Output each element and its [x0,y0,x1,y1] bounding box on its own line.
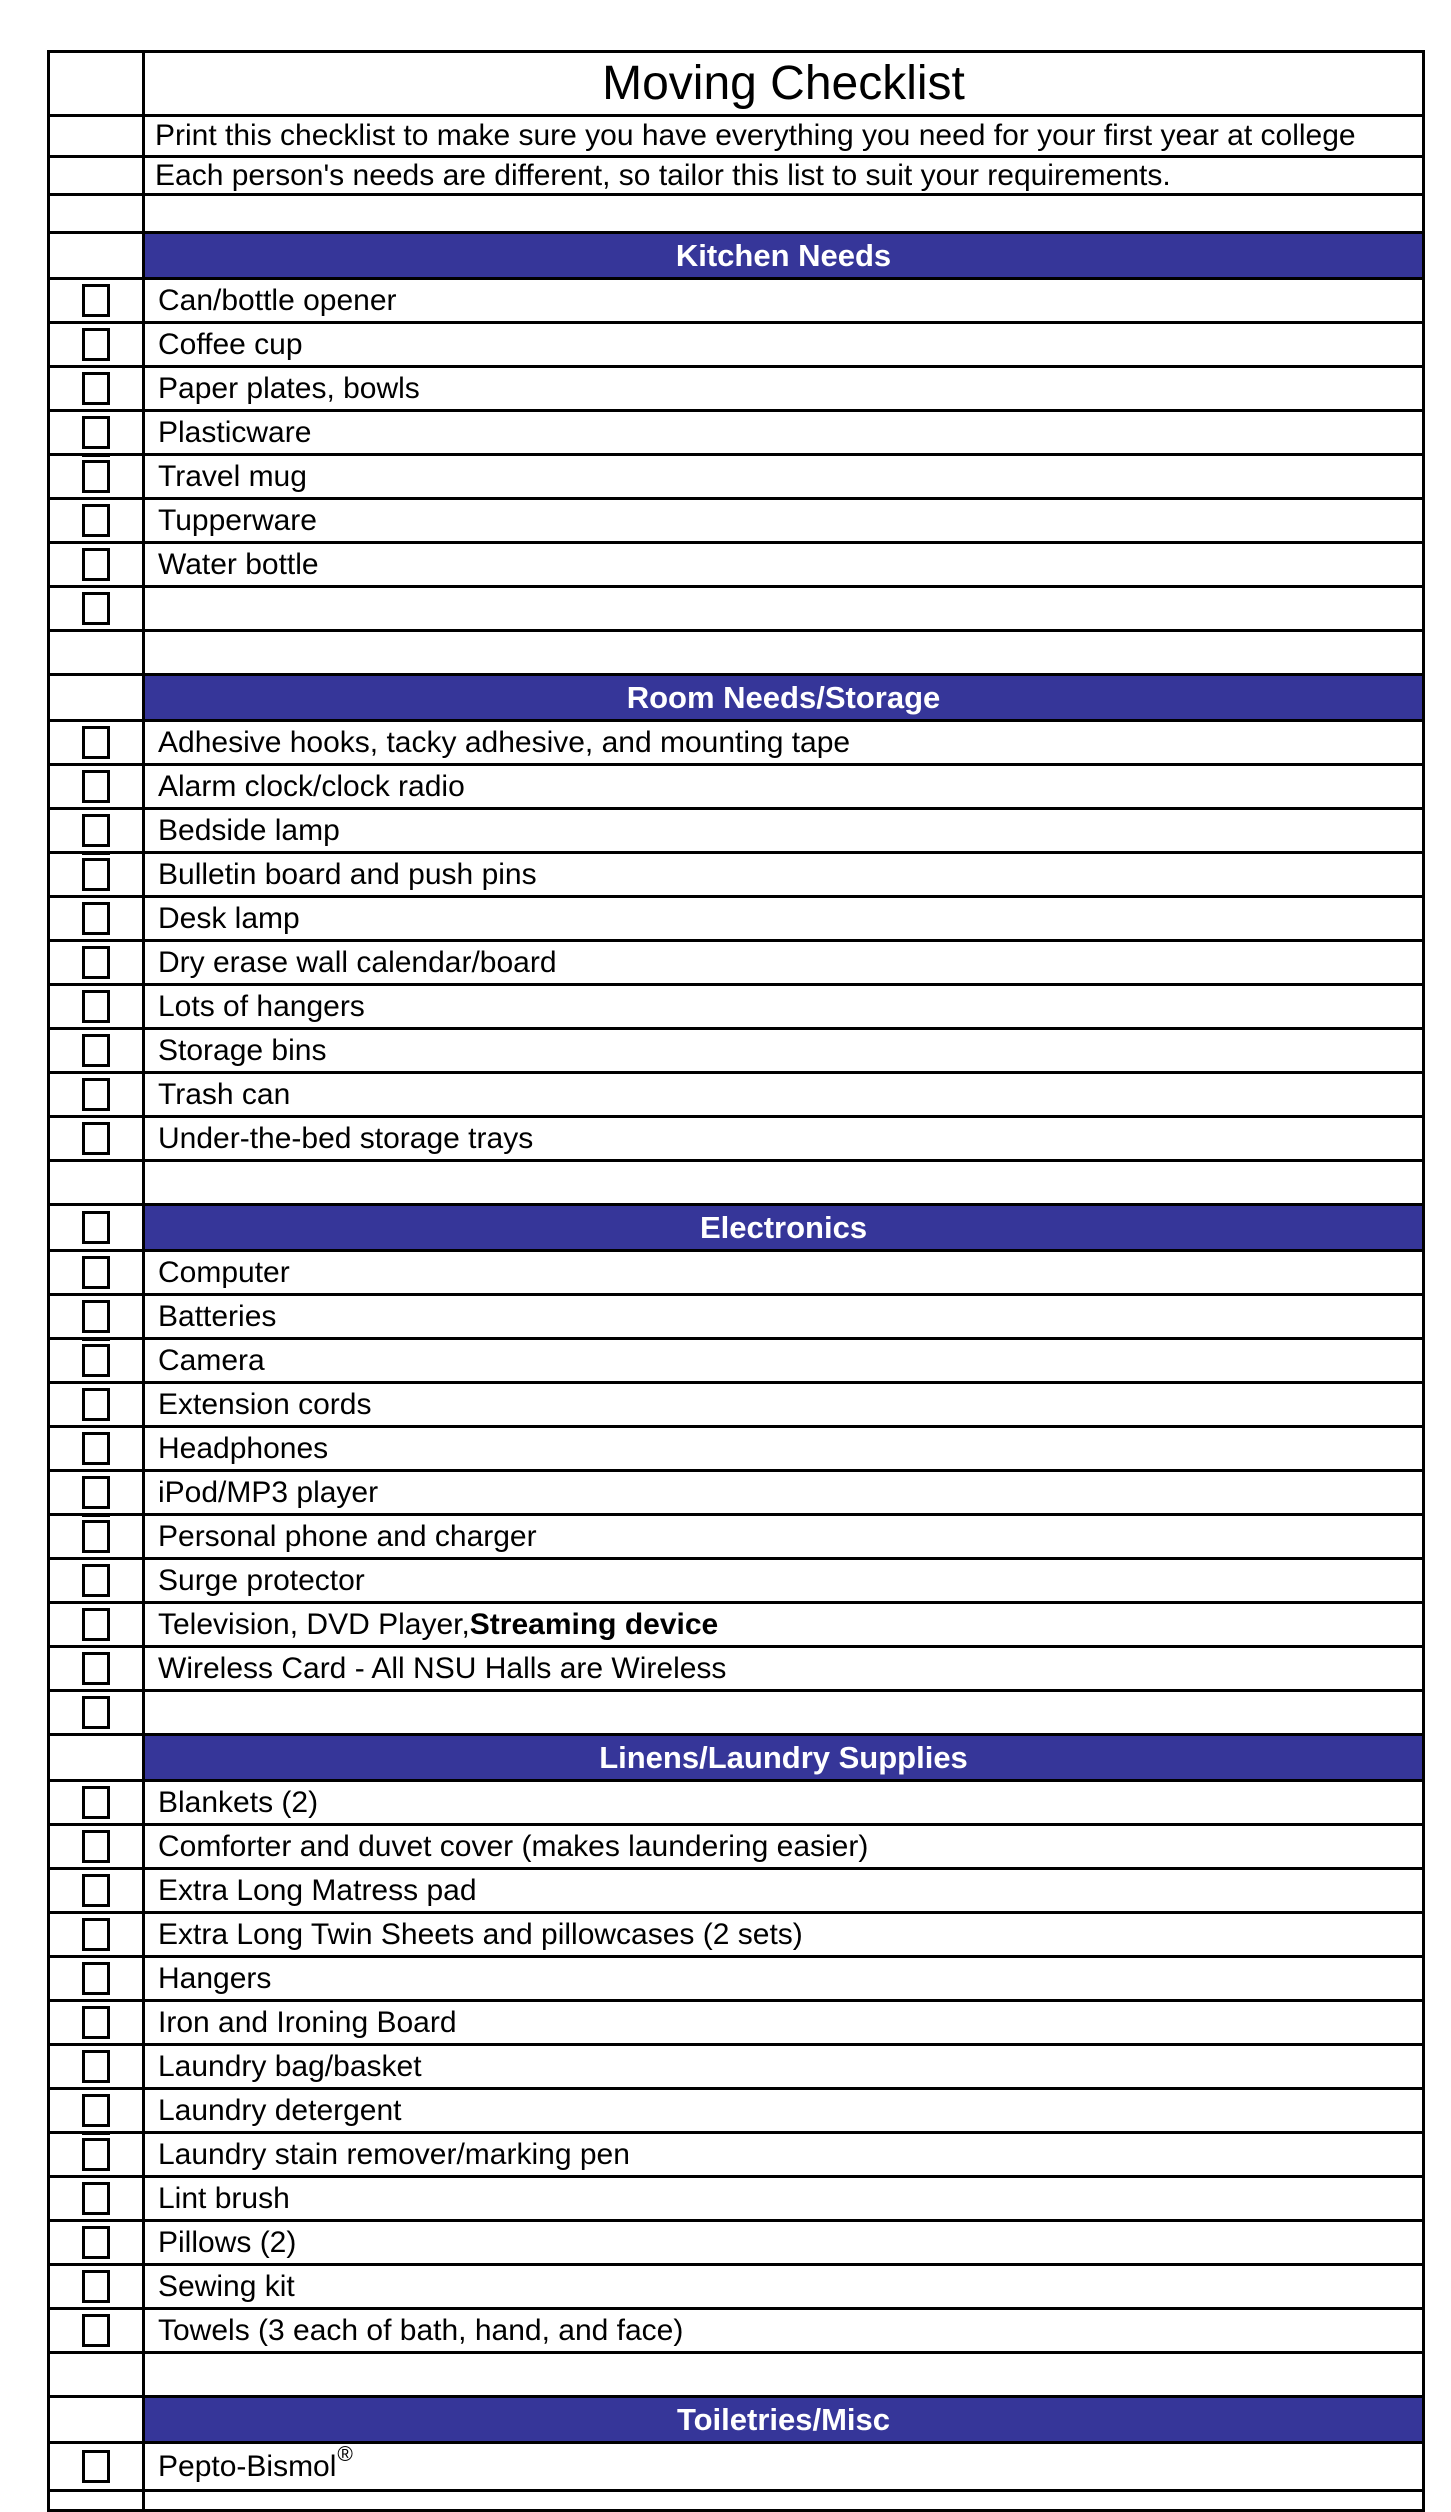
checklist-row-personal-phone-and-charger [50,1516,1422,1560]
checkbox-icon[interactable] [82,1652,110,1685]
item-cell [145,1604,1422,1645]
section-title: Toiletries/Misc [676,2401,891,2437]
checkbox-cell [50,1340,145,1381]
section-header-row-toiletries-misc [50,2398,1422,2444]
item-label: Laundry bag/basket [158,2049,422,2083]
checkbox-cell [50,1692,145,1733]
item-label: Hangers [158,1961,272,1995]
item-cell [145,2266,1422,2307]
checkbox-cell [50,2354,145,2395]
item-label: Extra Long Twin Sheets and pillowcases (2 sets) [158,1917,803,1951]
checklist-row-trash-can [50,1074,1422,1118]
item-label: Batteries [158,1299,277,1333]
checkbox-cell [50,1914,145,1955]
checkbox-icon[interactable] [82,1211,110,1244]
checklist-row-ipod-mp3-player [50,1472,1422,1516]
section-header-cell [145,1736,1422,1779]
checkbox-cell [50,1206,145,1249]
checklist-row-dry-erase-wall-calendar-board [50,942,1422,986]
checkbox-cell [50,324,145,365]
checkbox-cell [50,117,145,155]
item-cell [145,986,1422,1027]
item-cell [145,588,1422,629]
checkbox-icon[interactable] [82,2226,110,2259]
checkbox-icon[interactable] [82,1874,110,1907]
item-cell [145,2310,1422,2351]
item-cell [145,1118,1422,1159]
checklist-row-sewing-kit [50,2266,1422,2310]
intro-row [50,117,1422,158]
item-label: Alarm clock/clock radio [158,769,465,803]
checklist-row-surge-protector [50,1560,1422,1604]
checklist-row-adhesive-hooks-tacky-adhesive-and-mounting-tape [50,722,1422,766]
section-title: Kitchen Needs [675,237,892,273]
page-title: Moving Checklist [602,56,965,110]
checklist-row-water-bottle [50,544,1422,588]
checkbox-icon[interactable] [82,1564,110,1597]
checklist-row-headphones [50,1428,1422,1472]
checkbox-cell [50,2002,145,2043]
item-cell [145,810,1422,851]
checkbox-cell [50,2398,145,2441]
checkbox-icon[interactable] [82,1122,110,1155]
intro-text: Print this checklist to make sure you have everything you need for your first year at college [155,119,1356,152]
checklist-row-lots-of-hangers [50,986,1422,1030]
section-header-row-linens-laundry-supplies [50,1736,1422,1782]
checklist-row-desk-lamp [50,898,1422,942]
item-label: Bedside lamp [158,813,340,847]
checklist-row-television-dvd-player [50,1604,1422,1648]
checklist-row-alarm-clock-clock-radio [50,766,1422,810]
checkbox-cell [50,2178,145,2219]
checklist-row-camera [50,1340,1422,1384]
checkbox-cell [50,456,145,497]
checkbox-icon[interactable] [82,2182,110,2215]
content-cell [145,196,1422,231]
checkbox-cell [50,2090,145,2131]
item-label: Laundry stain remover/marking pen [158,2137,630,2171]
checkbox-icon[interactable] [82,1078,110,1111]
item-label: Extra Long Matress pad [158,1873,477,1907]
checkbox-cell [50,544,145,585]
checkbox-cell [50,2492,145,2509]
checkbox-cell [50,898,145,939]
section-header-row-kitchen-needs [50,234,1422,280]
item-label: Lots of hangers [158,989,365,1023]
checkbox-cell [50,986,145,1027]
item-label: Water bottle [158,547,319,581]
checkbox-cell [50,1030,145,1071]
item-cell [145,1516,1422,1557]
checkbox-cell [50,280,145,321]
checklist-row-laundry-stain-remover-marking-pen [50,2134,1422,2178]
item-label: Television, DVD Player, [158,1607,470,1641]
item-label: Lint brush [158,2181,290,2215]
item-cell [145,1782,1422,1823]
checkbox-cell [50,368,145,409]
checklist-row-extra-long-matress-pad [50,1870,1422,1914]
checklist-row-under-the-bed-storage-trays [50,1118,1422,1162]
checkbox-icon[interactable] [82,504,110,537]
item-label: Personal phone and charger [158,1519,537,1553]
checkbox-cell [50,2444,145,2489]
item-label: Coffee cup [158,327,303,361]
checklist-row-towels-3-each-of-bath-hand-and-face [50,2310,1422,2354]
checklist-row-travel-mug [50,456,1422,500]
item-cell [145,368,1422,409]
cut-off-row [50,2492,1422,2512]
item-label: Under-the-bed storage trays [158,1121,534,1155]
checkbox-icon[interactable] [82,814,110,847]
checkbox-icon[interactable] [82,328,110,361]
checklist-row-can-bottle-opener [50,280,1422,324]
checkbox-cell [50,1782,145,1823]
checklist-row-coffee-cup [50,324,1422,368]
checklist-row-comforter-and-duvet-cover-makes-laundering-easier [50,1826,1422,1870]
checkbox-cell [50,1958,145,1999]
checkbox-cell [50,2046,145,2087]
checkbox-cell [50,196,145,231]
checkbox-icon[interactable] [82,770,110,803]
item-cell [145,1826,1422,1867]
section-header-cell [145,1206,1422,1249]
item-label: Adhesive hooks, tacky adhesive, and mounting tape [158,725,851,759]
checkbox-icon[interactable] [82,902,110,935]
checkbox-cell [50,2310,145,2351]
checklist-row-empty [50,588,1422,632]
shadowed-checkbox-icon[interactable] [82,1520,110,1553]
checkbox-cell [50,412,145,453]
checkbox-icon[interactable] [82,2094,110,2127]
checkbox-cell [50,53,145,114]
checkbox-icon[interactable] [82,1830,110,1863]
page-title-cell [145,53,1422,114]
shadowed-checkbox-icon[interactable] [82,1344,110,1377]
checkbox-icon[interactable] [82,726,110,759]
item-label: Pepto-Bismol [158,2449,337,2483]
checklist-row-empty [50,1692,1422,1736]
item-label: Surge protector [158,1563,365,1597]
checkbox-cell [50,1472,145,1513]
checkbox-cell [50,632,145,673]
item-label: Laundry detergent [158,2093,402,2127]
checkbox-icon[interactable] [82,2050,110,2083]
item-cell [145,412,1422,453]
item-cell [145,324,1422,365]
item-cell [145,854,1422,895]
blank-row [50,196,1422,234]
checklist-row-pillows-2 [50,2222,1422,2266]
item-cell [145,722,1422,763]
item-label: Can/bottle opener [158,283,397,317]
checkbox-icon[interactable] [82,1432,110,1465]
section-header-cell [145,2398,1422,2441]
checkbox-icon[interactable] [82,1786,110,1819]
checkbox-icon[interactable] [82,1918,110,1951]
item-cell [145,544,1422,585]
checkbox-cell [50,500,145,541]
item-cell [145,1074,1422,1115]
item-cell [145,2134,1422,2175]
item-cell [145,942,1422,983]
checkbox-cell [50,676,145,719]
checkbox-cell [50,1118,145,1159]
checkbox-icon[interactable] [82,1476,110,1509]
checkbox-cell [50,1736,145,1779]
item-label: Comforter and duvet cover (makes laundering easier) [158,1829,869,1863]
section-header-row-electronics [50,1206,1422,1252]
checkbox-cell [50,1560,145,1601]
checkbox-icon[interactable] [82,1256,110,1289]
checkbox-cell [50,942,145,983]
item-cell [145,1428,1422,1469]
item-cell [145,898,1422,939]
item-label: Pillows (2) [158,2225,297,2259]
checkbox-cell [50,1516,145,1557]
item-label-bold: Streaming device [469,1607,719,1641]
checklist-row-bedside-lamp [50,810,1422,854]
section-title: Room Needs/Storage [626,679,941,715]
blank-row [50,1162,1422,1206]
item-cell [145,2178,1422,2219]
item-cell [145,2046,1422,2087]
checkbox-cell [50,1604,145,1645]
checkbox-cell [50,766,145,807]
item-cell [145,1648,1422,1689]
blank-row [50,2354,1422,2398]
checklist-row-bulletin-board-and-push-pins [50,854,1422,898]
section-header-cell [145,234,1422,277]
item-cell [145,2002,1422,2043]
checkbox-cell [50,854,145,895]
checkbox-cell [50,1648,145,1689]
item-label: Desk lamp [158,901,300,935]
content-cell [145,158,1422,193]
shadowed-checkbox-icon[interactable] [82,460,110,493]
item-cell [145,766,1422,807]
checkbox-icon[interactable] [82,2314,110,2347]
item-label: Paper plates, bowls [158,371,420,405]
item-cell [145,500,1422,541]
item-label: Wireless Card - All NSU Halls are Wireless [158,1651,727,1685]
checkbox-cell [50,1162,145,1203]
checklist-table [47,50,1425,2512]
content-cell [145,117,1422,155]
checklist-row-storage-bins [50,1030,1422,1074]
item-label: Headphones [158,1431,329,1465]
item-cell [145,1692,1422,1733]
intro-row [50,158,1422,196]
item-label: Camera [158,1343,265,1377]
checklist-row-paper-plates-bowls [50,368,1422,412]
section-title: Linens/Laundry Supplies [599,1739,968,1775]
item-label: Storage bins [158,1033,327,1067]
checkbox-cell [50,1826,145,1867]
item-label: iPod/MP3 player [158,1475,379,1509]
checkbox-icon[interactable] [82,416,110,449]
checklist-row-extension-cords [50,1384,1422,1428]
checklist-row-extra-long-twin-sheets-and-pillowcases-2-sets [50,1914,1422,1958]
checkbox-icon[interactable] [82,372,110,405]
checkbox-icon[interactable] [82,2006,110,2039]
checklist-row-computer [50,1252,1422,1296]
checklist-row-wireless-card-all-nsu-halls-are-wireless [50,1648,1422,1692]
checkbox-icon[interactable] [82,1696,110,1729]
checkbox-cell [50,2134,145,2175]
checklist-row-laundry-detergent [50,2090,1422,2134]
checkbox-cell [50,1252,145,1293]
item-label: Plasticware [158,415,312,449]
item-cell [145,1870,1422,1911]
section-title: Electronics [699,1209,868,1245]
section-header-row-room-needs-storage [50,676,1422,722]
item-cell [145,2222,1422,2263]
content-cell [145,2492,1422,2509]
checkbox-cell [50,588,145,629]
checkbox-icon[interactable] [82,990,110,1023]
checkbox-cell [50,722,145,763]
item-label: Extension cords [158,1387,372,1421]
checkbox-icon[interactable] [82,2270,110,2303]
registered-trademark-symbol: ® [337,2444,353,2466]
blank-row [50,632,1422,676]
item-label: Travel mug [158,459,307,493]
checklist-row-blankets-2 [50,1782,1422,1826]
item-cell [145,1914,1422,1955]
item-cell [145,280,1422,321]
checkbox-icon[interactable] [82,284,110,317]
item-cell [145,1296,1422,1337]
checklist-row-pepto-bismol [50,2444,1422,2492]
item-label: Iron and Ironing Board [158,2005,457,2039]
checkbox-icon[interactable] [82,1962,110,1995]
item-label: Blankets (2) [158,1785,319,1819]
checkbox-cell [50,2266,145,2307]
checkbox-icon[interactable] [82,1608,110,1641]
item-cell [145,1958,1422,1999]
checklist-row-plasticware [50,412,1422,456]
item-label: Sewing kit [158,2269,295,2303]
checkbox-cell [50,158,145,193]
checkbox-cell [50,1074,145,1115]
checkbox-cell [50,1870,145,1911]
content-cell [145,1162,1422,1203]
checkbox-icon[interactable] [82,548,110,581]
item-cell [145,2444,1422,2489]
item-label: Towels (3 each of bath, hand, and face) [158,2313,684,2347]
checkbox-icon[interactable] [82,1034,110,1067]
checklist-row-hangers [50,1958,1422,2002]
item-cell [145,1472,1422,1513]
item-label: Tupperware [158,503,317,537]
item-cell [145,1252,1422,1293]
checkbox-icon[interactable] [82,2450,110,2483]
item-label: Bulletin board and push pins [158,857,537,891]
checkbox-icon[interactable] [82,592,110,625]
checkbox-icon[interactable] [82,1388,110,1421]
item-cell [145,456,1422,497]
item-cell [145,1030,1422,1071]
checkbox-cell [50,1428,145,1469]
checkbox-cell [50,1384,145,1425]
checkbox-cell [50,2222,145,2263]
checkbox-icon[interactable] [82,1300,110,1333]
section-header-cell [145,676,1422,719]
checkbox-cell [50,234,145,277]
checkbox-icon[interactable] [82,946,110,979]
item-cell [145,2090,1422,2131]
intro-text: Each person's needs are different, so tailor this list to suit your requirements. [155,158,1171,192]
item-cell [145,1560,1422,1601]
item-cell [145,1340,1422,1381]
checkbox-cell [50,810,145,851]
checklist-row-tupperware [50,500,1422,544]
title-row [50,53,1422,117]
item-cell [145,1384,1422,1425]
checklist-row-batteries [50,1296,1422,1340]
content-cell [145,2354,1422,2395]
shadowed-checkbox-icon[interactable] [82,858,110,891]
checklist-row-iron-and-ironing-board [50,2002,1422,2046]
shadowed-checkbox-icon[interactable] [82,2138,110,2171]
item-label: Computer [158,1255,290,1289]
item-label: Trash can [158,1077,291,1111]
checklist-row-laundry-bag-basket [50,2046,1422,2090]
item-label: Dry erase wall calendar/board [158,945,557,979]
content-cell [145,632,1422,673]
checkbox-cell [50,1296,145,1337]
checklist-row-lint-brush [50,2178,1422,2222]
